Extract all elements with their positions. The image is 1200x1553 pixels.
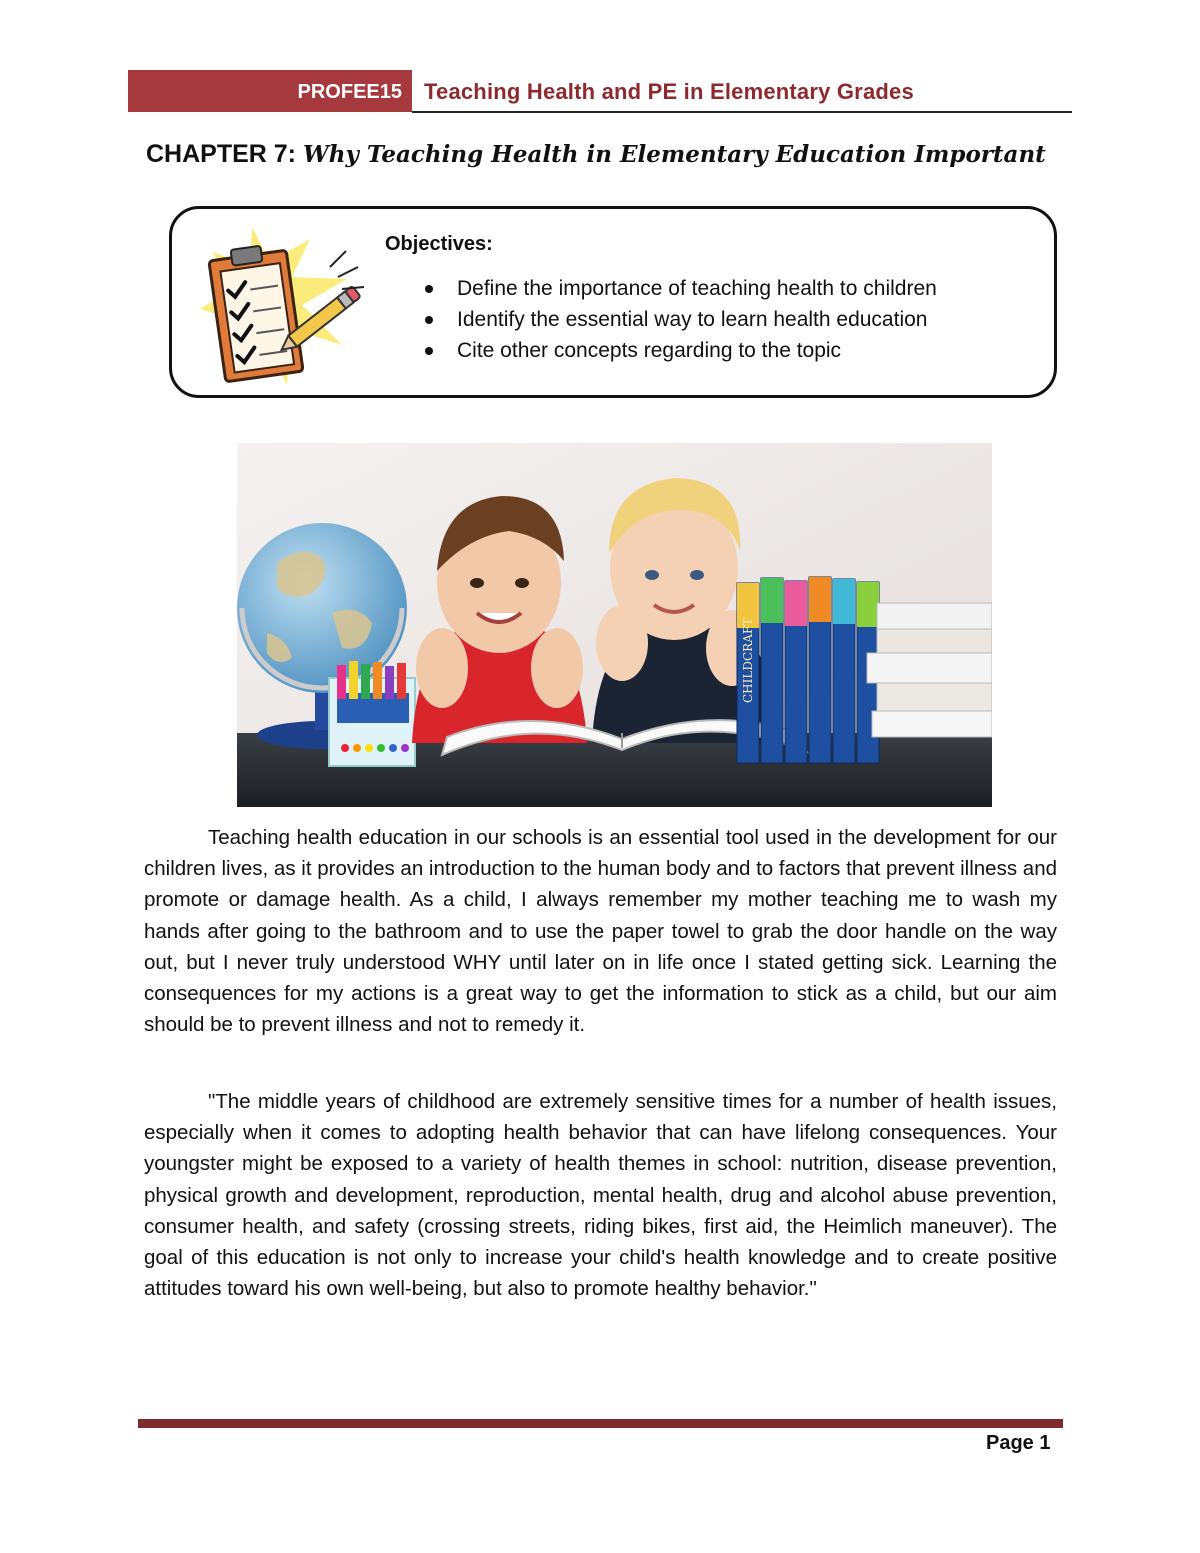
objective-item: Identify the essential way to learn health education bbox=[414, 304, 937, 335]
children-photo bbox=[237, 443, 992, 807]
course-title: Teaching Health and PE in Elementary Grades bbox=[424, 79, 914, 104]
book-spine-label: CHILDCRAFT bbox=[741, 617, 755, 703]
page-header bbox=[128, 70, 1072, 114]
objectives-box bbox=[169, 206, 1057, 398]
chapter-label: CHAPTER 7: bbox=[146, 140, 297, 168]
header-rule bbox=[412, 111, 1072, 113]
objectives-heading: Objectives: bbox=[385, 233, 493, 255]
body-paragraph-1: Teaching health education in our schools is an essential tool used in the development for our children lives, as it provides an introduction to the human body and to factors that prevent illness and promote or damage health. As a child, I always remember my mother teaching me to wash my hands after going to the bathroom and to use the paper towel to grab the door handle on the way out, but I never truly understood WHY until later on in life once I stated getting sick. Learning the consequences for my actions is a great way to get the information to stick as a child, but our aim should be to prevent illness and not to remedy it. bbox=[144, 826, 1057, 1037]
footer-rule bbox=[138, 1419, 1063, 1428]
objectives-list bbox=[414, 273, 937, 366]
chapter-heading bbox=[146, 140, 1046, 169]
chapter-title: Why Teaching Health in Elementary Education Important bbox=[302, 141, 1046, 168]
clipboard-checklist-icon bbox=[192, 217, 372, 392]
objective-item: Cite other concepts regarding to the topic bbox=[414, 335, 937, 366]
body-paragraph-2: "The middle years of childhood are extremely sensitive times for a number of health issues, especially when it comes to adopting health behavior that can have lifelong consequences. Your youngster might be exposed to a variety of health themes in school: nutrition, disease prevention, physical growth and development, reproduction, mental health, drug and alcohol abuse prevention, consumer health, and safety (crossing streets, riding bikes, first aid, the Heimlich maneuver). The goal of this education is not only to increase your child's health knowledge and to create positive attitudes toward his own well-being, but also to promote healthy behavior." bbox=[144, 1090, 1057, 1301]
course-code: PROFEE15 bbox=[128, 70, 412, 112]
page-number: Page 1 bbox=[986, 1432, 1051, 1454]
objective-item: Define the importance of teaching health to children bbox=[414, 273, 937, 304]
children-with-books-illustration bbox=[237, 443, 992, 807]
